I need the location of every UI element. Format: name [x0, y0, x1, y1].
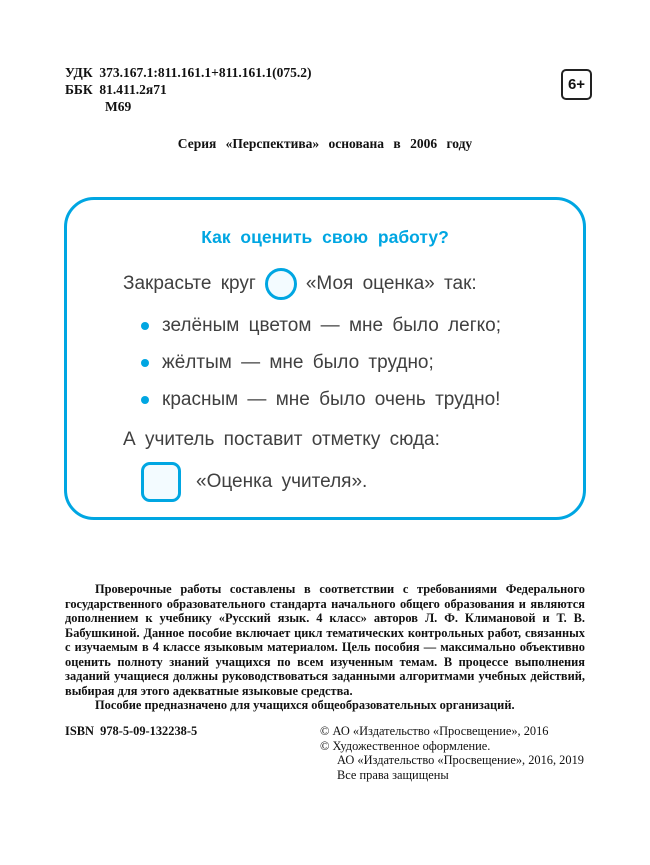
copyright-line: Все права защищены — [337, 767, 449, 782]
teacher-mark-row — [141, 462, 583, 502]
teacher-mark-line: А учитель поставит отметку сюда: — [123, 429, 440, 450]
bullet-icon — [141, 322, 149, 330]
copyright-line: АО «Издательство «Просвещение», 2016, 2019 — [337, 753, 584, 767]
bbk-line: ББК 81.411.2я71 — [65, 82, 167, 97]
list-item — [141, 315, 583, 337]
self-assessment-box — [64, 197, 586, 520]
annotation-block — [65, 582, 585, 713]
list-item — [141, 389, 583, 411]
my-mark-circle — [265, 268, 297, 300]
annotation-paragraph: Проверочные работы составлены в соответствии с требованиями Федерального государственного образовательного стандарта начального общего образования и являются дополнением к учебнику «Русский язык. 4 класс» авторов Л. Ф. Климановой и Т. В. Бабушкиной. Данное пособие включает цикл тематических контрольных работ, связанных с изучаемым в 4 классе языковым материалом. Цель пособия — максимально объективно оценить полноту знаний учащихся по всем изученным темам. В процессе выполнения заданий учащиеся должны руководствоваться заданными алгоритмами учебных действий, выбирая для этого адекватные языковые средства. — [65, 582, 585, 698]
teacher-mark-label: «Оценка учителя». — [196, 471, 368, 492]
copyright-line: © АО «Издательство «Просвещение», 2016 — [320, 724, 549, 738]
my-mark-line — [123, 268, 583, 300]
my-mark-text-before: Закрасьте круг — [123, 273, 256, 294]
color-legend-list — [67, 315, 583, 411]
assessment-box-title: Как оценить свою работу? — [201, 227, 449, 247]
legend-item-yellow: жёлтым — мне было трудно; — [162, 352, 434, 373]
teacher-mark-box — [141, 462, 181, 502]
age-rating-badge: 6+ — [561, 69, 592, 100]
bibliographic-codes — [65, 64, 311, 115]
imprint-footer — [65, 724, 585, 794]
my-mark-text-after: «Моя оценка» так: — [305, 273, 477, 294]
series-line: Серия «Перспектива» основана в 2006 году — [177, 136, 473, 151]
legend-item-red: красным — мне было очень трудно! — [162, 389, 501, 410]
list-item — [141, 352, 583, 374]
author-sign-code: М69 — [105, 99, 132, 114]
copyright-line: © Художественное оформление. — [320, 738, 491, 753]
copyright-block — [320, 724, 584, 782]
annotation-audience-paragraph: Пособие предназначено для учащихся общеобразовательных организаций. — [95, 698, 515, 712]
udk-line: УДК 373.167.1:811.161.1+811.161.1(075.2) — [65, 65, 312, 80]
bullet-icon — [141, 396, 149, 404]
isbn-line: ISBN 978-5-09-132238-5 — [65, 724, 198, 738]
bullet-icon — [141, 359, 149, 367]
legend-item-green: зелёным цветом — мне было легко; — [162, 315, 501, 336]
